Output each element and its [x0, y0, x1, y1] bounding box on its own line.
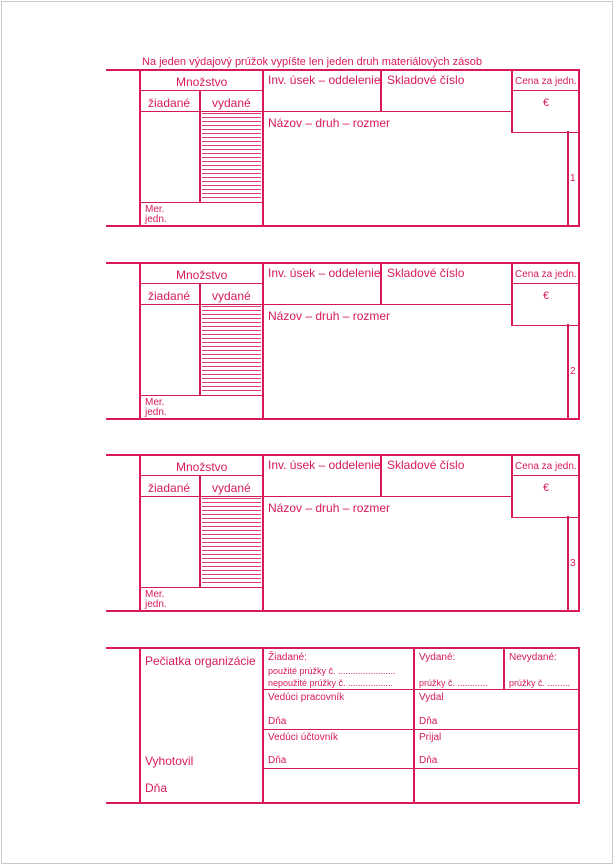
- slip-divider-cena: [511, 454, 513, 518]
- dna-label: Dňa: [145, 781, 168, 795]
- peciatka-label: Pečiatka organizácie: [145, 654, 256, 668]
- dna-prijal-label: Dňa: [419, 755, 438, 766]
- footer-divider-2: [413, 647, 415, 804]
- slip-divider-qty: [262, 69, 264, 227]
- mer-label: Mer.: [145, 204, 165, 215]
- vydane-label: vydané: [212, 289, 251, 303]
- nazov-label: Názov – druh – rozmer: [268, 116, 391, 130]
- slip-divider-cena: [511, 69, 513, 133]
- dna-vydal-label: Dňa: [419, 716, 438, 727]
- slip-divider-qty: [262, 454, 264, 612]
- inv-usek-label: Inv. úsek – oddelenie: [268, 266, 381, 280]
- ziadane-label: žiadané: [148, 289, 191, 303]
- slip-vydane-hatch: [202, 113, 261, 201]
- skladove-cislo-label: Skladové číslo: [387, 458, 465, 472]
- dna-uctovnik-label: Dňa: [268, 755, 287, 766]
- slip-left-line: [139, 69, 141, 227]
- mnozstvo-label: Množstvo: [176, 460, 228, 474]
- vyhotovil-label: Vyhotovil: [145, 754, 194, 768]
- slip-3: [0, 452, 616, 622]
- vydal-label: Vydal: [419, 692, 444, 703]
- slip-cena-bottom-line: [512, 517, 579, 518]
- slip-vydane-hatch: [202, 306, 261, 394]
- footer-row-line-3: [263, 768, 579, 769]
- slip-1: [0, 67, 616, 237]
- euro-symbol: €: [543, 482, 550, 494]
- mer-label: Mer.: [145, 589, 165, 600]
- slip-inv-line: [263, 111, 512, 112]
- slip-cena-head-line: [512, 283, 579, 284]
- slip-mer-line: [140, 395, 263, 396]
- mnozstvo-label: Množstvo: [176, 268, 228, 282]
- veduci-pracovnik-label: Vedúci pracovník: [268, 692, 345, 703]
- footer-divider-1: [262, 647, 264, 804]
- nevydane-head: Nevydané:: [509, 652, 557, 663]
- footer-left-line: [139, 647, 141, 804]
- slip-cena-bottom-line: [512, 325, 579, 326]
- slip-mer-line: [140, 202, 263, 203]
- slip-right-line: [578, 454, 580, 612]
- pouzite-pruzky: použité prúžky č. .......................: [268, 666, 396, 676]
- footer-row-line-1: [263, 689, 579, 690]
- ziadane-label: žiadané: [148, 96, 191, 110]
- jedn-label: jedn.: [145, 407, 167, 418]
- footer-divider-3: [503, 647, 505, 690]
- slip-inv-line: [263, 304, 512, 305]
- slip-cena-head-line: [512, 475, 579, 476]
- slip-bottom-line: [106, 610, 580, 612]
- ziadane-head: Žiadané:: [268, 652, 307, 663]
- slip-number: 1: [570, 173, 576, 184]
- slip-qty-sub-line: [140, 111, 263, 112]
- slip-qty-head-line: [140, 283, 263, 284]
- slip-top-line: [106, 69, 580, 71]
- footer-top-line: [106, 647, 580, 649]
- footer-bottom-line: [106, 802, 580, 804]
- slip-vydane-hatch: [202, 498, 261, 586]
- slip-qty-sub-line: [140, 304, 263, 305]
- ziadane-label: žiadané: [148, 481, 191, 495]
- jedn-label: jedn.: [145, 214, 167, 225]
- slip-divider-ziadane: [199, 91, 201, 203]
- footer-row-line-2: [263, 729, 579, 730]
- cena-label: Cena za jedn.: [515, 269, 577, 280]
- nazov-label: Názov – druh – rozmer: [268, 309, 391, 323]
- slip-bottom-line: [106, 225, 580, 227]
- slip-divider-ziadane: [199, 284, 201, 396]
- slip-cena-head-line: [512, 90, 579, 91]
- inv-usek-label: Inv. úsek – oddelenie: [268, 458, 381, 472]
- slip-divider-ziadane: [199, 476, 201, 588]
- slip-left-line: [139, 454, 141, 612]
- slip-divider-number: [567, 131, 569, 227]
- instruction-text: Na jeden výdajový prúžok vypíšte len jeden druh materiálových zásob: [142, 56, 482, 68]
- slip-top-line: [106, 454, 580, 456]
- vydane-head: Vydané:: [419, 652, 456, 663]
- slip-left-line: [139, 262, 141, 420]
- footer-right-line: [578, 647, 580, 804]
- slip-right-line: [578, 69, 580, 227]
- slip-qty-head-line: [140, 475, 263, 476]
- slip-qty-sub-line: [140, 496, 263, 497]
- cena-label: Cena za jedn.: [515, 76, 577, 87]
- slip-divider-number: [567, 516, 569, 612]
- slip-divider-cena: [511, 262, 513, 326]
- slip-right-line: [578, 262, 580, 420]
- nevydane-pruzky: prúžky č. .........: [509, 678, 571, 688]
- mer-label: Mer.: [145, 397, 165, 408]
- jedn-label: jedn.: [145, 599, 167, 610]
- slip-inv-line: [263, 496, 512, 497]
- skladove-cislo-label: Skladové číslo: [387, 73, 465, 87]
- vydane-label: vydané: [212, 96, 251, 110]
- inv-usek-label: Inv. úsek – oddelenie: [268, 73, 381, 87]
- cena-label: Cena za jedn.: [515, 461, 577, 472]
- slip-number: 3: [570, 558, 576, 569]
- euro-symbol: €: [543, 97, 550, 109]
- slip-qty-head-line: [140, 90, 263, 91]
- euro-symbol: €: [543, 290, 550, 302]
- slip-top-line: [106, 262, 580, 264]
- vydane-pruzky: prúžky č. ............: [419, 678, 488, 688]
- slip-mer-line: [140, 587, 263, 588]
- mnozstvo-label: Množstvo: [176, 75, 228, 89]
- veduci-uctovnik-label: Vedúci účtovník: [268, 732, 339, 743]
- prijal-label: Prijal: [419, 732, 442, 743]
- slip-divider-qty: [262, 262, 264, 420]
- vydane-label: vydané: [212, 481, 251, 495]
- slip-2: [0, 260, 616, 430]
- slip-bottom-line: [106, 418, 580, 420]
- dna-pracovnik-label: Dňa: [268, 716, 287, 727]
- nazov-label: Názov – druh – rozmer: [268, 501, 391, 515]
- nepouzite-pruzky: nepoužité prúžky č. ..................: [268, 678, 394, 688]
- slip-cena-bottom-line: [512, 132, 579, 133]
- skladove-cislo-label: Skladové číslo: [387, 266, 465, 280]
- slip-divider-number: [567, 324, 569, 420]
- slip-number: 2: [570, 366, 576, 377]
